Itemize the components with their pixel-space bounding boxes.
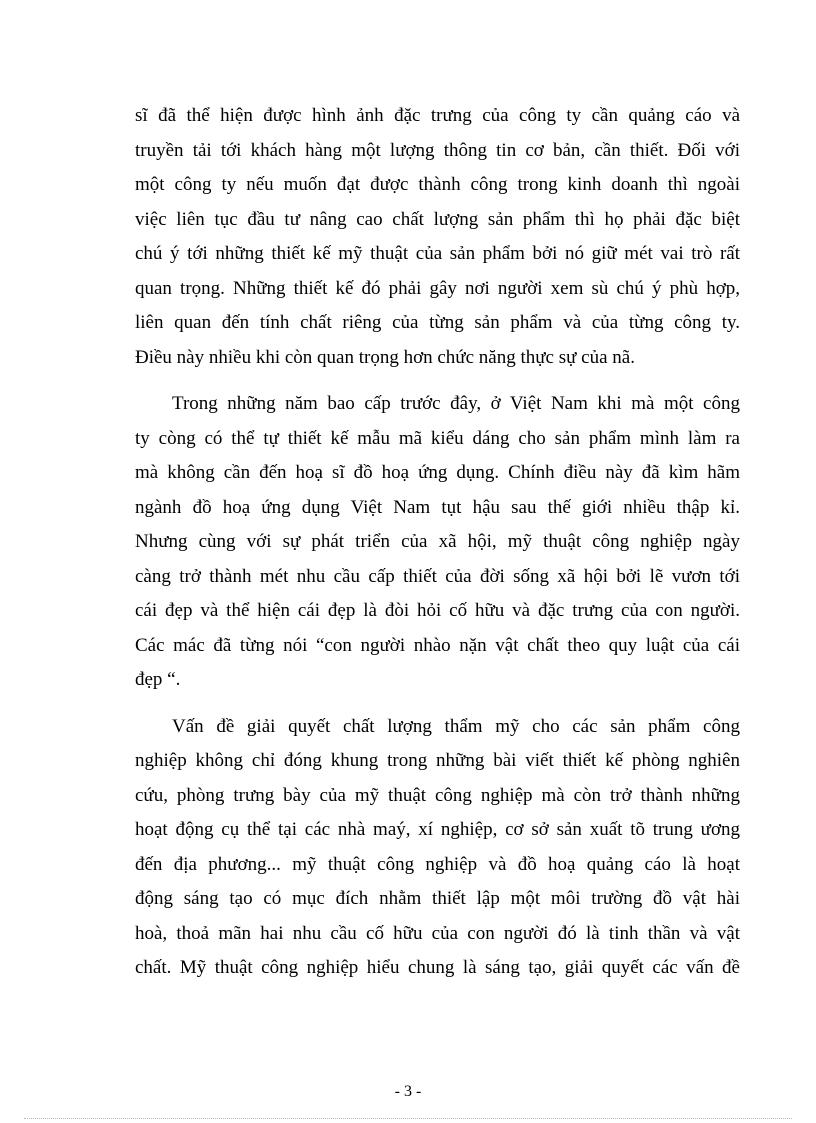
text-line: càng trở thành mét nhu cầu cấp thiết của đời sống xã hội bởi lẽ vươn tới <box>135 565 740 587</box>
paragraph-spacer <box>135 698 740 710</box>
text-line: Trong những năm bao cấp trước đây, ở Việt Nam khi mà một công <box>172 393 740 414</box>
paragraph-2 <box>135 387 740 698</box>
text-line: một công ty nếu muốn đạt được thành công trong kinh doanh thì ngoài <box>135 174 740 195</box>
text-line: ngành đồ hoạ ứng dụng Việt Nam tụt hậu sau thế giới nhiều thập kỉ. <box>135 496 740 518</box>
text-line: cái đẹp và thể hiện cái đẹp là đòi hỏi cố hữu và đặc trưng của con người. <box>135 600 740 621</box>
text-line: Điều này nhiều khi còn quan trọng hơn chức năng thực sự của nã. <box>135 346 635 368</box>
text-line: Nhưng cùng với sự phát triển của xã hội, mỹ thuật công nghiệp ngày <box>135 531 740 552</box>
text-line: ty còng có thể tự thiết kế mẫu mã kiểu dáng cho sản phẩm mình làm ra <box>135 427 740 449</box>
text-line: mà không cần đến hoạ sĩ đồ hoạ ứng dụng. Chính điều này đã kìm hãm <box>135 462 740 483</box>
paragraph-spacer <box>135 375 740 387</box>
paragraph-1 <box>135 99 740 375</box>
page-bottom-divider <box>24 1118 792 1119</box>
text-line: hoạt động cụ thể tại các nhà maý, xí nghiệp, cơ sở sản xuất tõ trung ương <box>135 819 740 840</box>
page-number: - 3 - <box>394 1083 422 1100</box>
text-line: chú ý tới những thiết kế mỹ thuật của sản phẩm bởi nó giữ mét vai trò rất <box>135 243 740 264</box>
body-text <box>135 99 740 986</box>
text-line: đẹp “. <box>135 669 181 690</box>
text-line: sĩ đã thể hiện được hình ảnh đặc trưng của công ty cần quảng cáo và <box>135 105 740 126</box>
text-line: đến địa phương... mỹ thuật công nghiệp và đồ hoạ quảng cáo là hoạt <box>135 853 740 875</box>
text-line: việc liên tục đầu tư nâng cao chất lượng sản phẩm thì họ phải đặc biệt <box>135 208 740 230</box>
text-line: quan trọng. Những thiết kế đó phải gây nơi người xem sù chú ý phù hợp, <box>135 277 740 299</box>
text-line: chất. Mỹ thuật công nghiệp hiểu chung là sáng tạo, giải quyết các vấn đề <box>135 957 740 978</box>
text-line: hoà, thoả mãn hai nhu cầu cố hữu của con người đó là tinh thần và vật <box>135 922 740 944</box>
paragraph-3 <box>135 710 740 986</box>
text-line: nghiệp không chỉ đóng khung trong những bài viết thiết kế phòng nghiên <box>135 750 740 771</box>
text-line: động sáng tạo có mục đích nhằm thiết lập một môi trường đồ vật hài <box>135 888 740 909</box>
text-line: Vấn đề giải quyết chất lượng thẩm mỹ cho các sản phẩm công <box>172 715 740 737</box>
text-line: cứu, phòng trưng bày của mỹ thuật công nghiệp mà còn trở thành những <box>135 784 740 806</box>
text-line: Các mác đã từng nói “con người nhào nặn vật chất theo quy luật của cái <box>135 634 740 656</box>
text-line: truyền tải tới khách hàng một lượng thông tin cơ bản, cần thiết. Đối với <box>135 139 740 161</box>
text-line: liên quan đến tính chất riêng của từng sản phẩm và của từng công ty. <box>135 312 740 333</box>
